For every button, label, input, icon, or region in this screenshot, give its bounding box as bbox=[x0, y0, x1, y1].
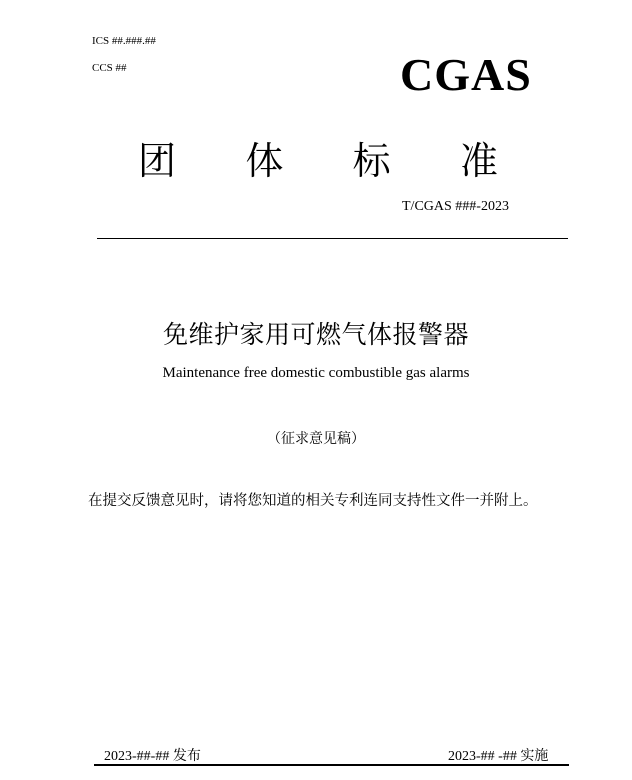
standard-type-char: 团 bbox=[138, 139, 177, 183]
implement-label: 实施 bbox=[520, 748, 549, 764]
footer-divider bbox=[94, 764, 569, 766]
header-divider bbox=[97, 238, 568, 239]
standard-type-char: 体 bbox=[245, 139, 284, 183]
issue-date-block bbox=[104, 745, 201, 765]
ccs-code: CCS ## bbox=[92, 62, 127, 74]
draft-status: （征求意见稿） bbox=[267, 431, 365, 447]
title-english: Maintenance free domestic combustible gas alarms bbox=[162, 365, 470, 381]
patent-notice: 在提交反馈意见时，请将您知道的相关专利连同支持性文件一并附上。 bbox=[88, 493, 538, 509]
ics-code: ICS ##.###.## bbox=[92, 35, 156, 47]
standard-type-char: 标 bbox=[352, 139, 391, 183]
implement-date: 2023-## -## bbox=[448, 749, 517, 764]
issue-date: 2023-##-## bbox=[104, 749, 170, 764]
standard-number: T/CGAS ###-2023 bbox=[402, 199, 509, 214]
standard-type-heading bbox=[138, 139, 498, 183]
organization-logo: CGAS bbox=[400, 49, 532, 100]
implement-date-block bbox=[448, 745, 548, 765]
standard-type-char: 准 bbox=[459, 139, 498, 183]
title-chinese: 免维护家用可燃气体报警器 bbox=[162, 320, 469, 349]
issue-label: 发布 bbox=[172, 748, 201, 764]
